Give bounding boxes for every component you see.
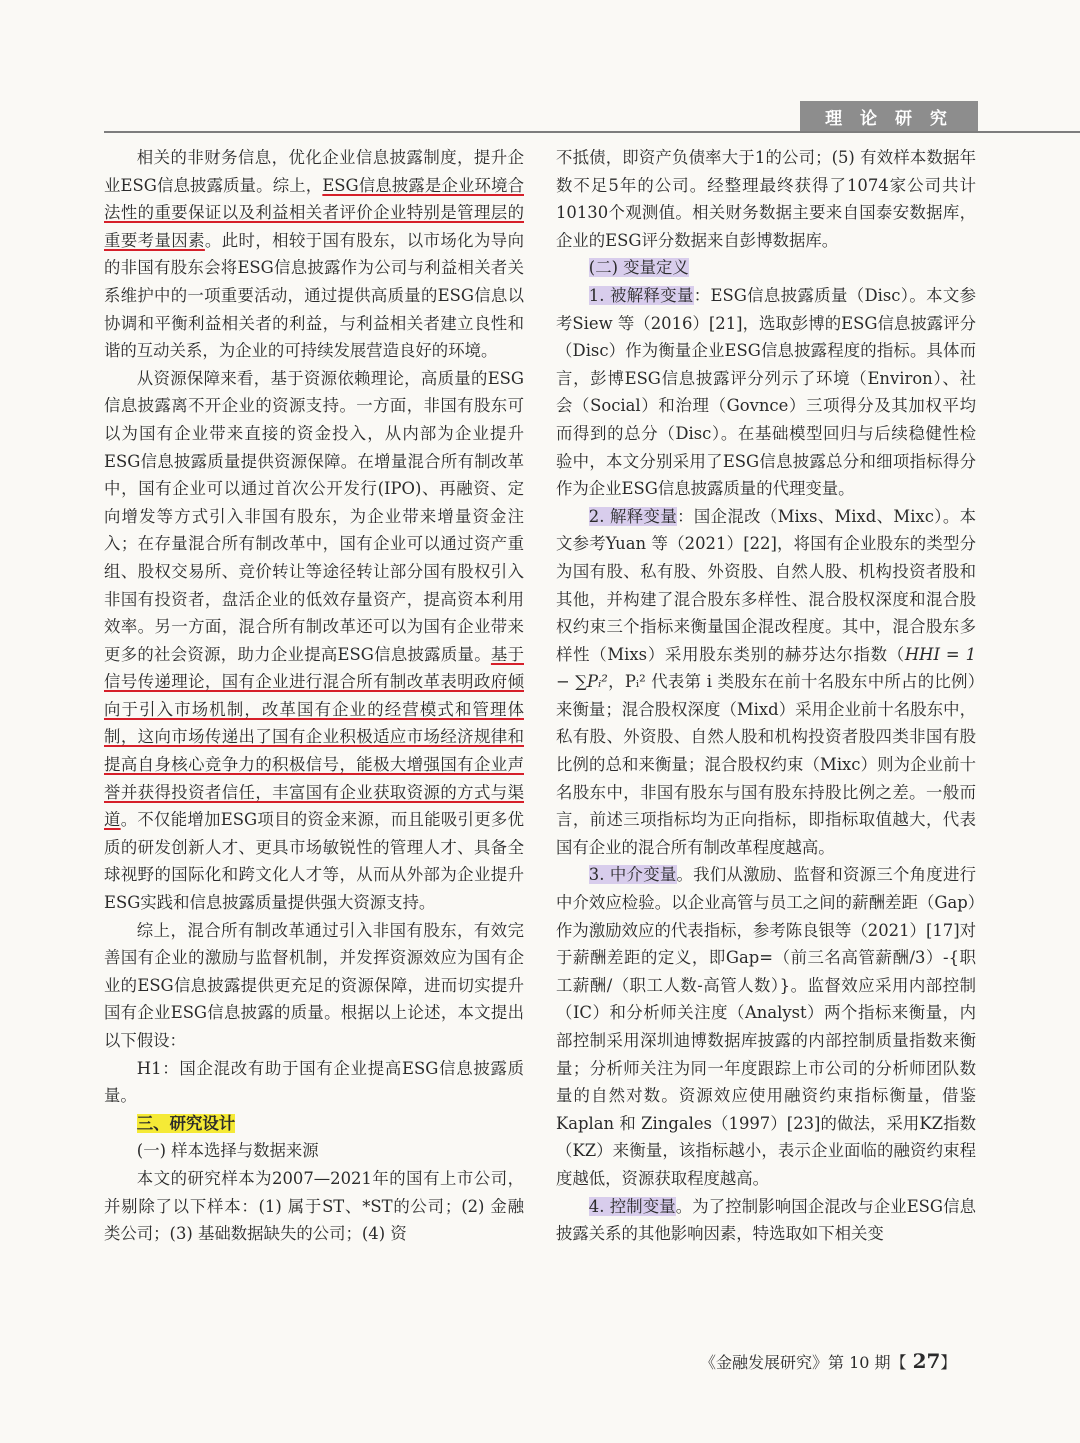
paragraph-continued: 不抵债，即资产负债率大于1的公司；(5) 有效样本数据年数不足5年的公司。经整理最终获得了1074家公司共计10130个观测值。相关财务数据主要来自国泰安数据库，企业的ESG评分数据来自彭博数据库。 — [556, 148, 976, 250]
section-heading-3 — [104, 1110, 524, 1138]
text: 。我们从激励、监督和资源三个角度进行中介效应检验。以企业高管与员工之间的薪酬差距（Gap）作为激励效应的代表指标，参考陈良银等（2021）[17]对于薪酬差距的定义，即Gap=（前三名高管薪酬/3）-{职工薪酬/（职工人数-高管人数）}。监督效应采用内部控制（IC）和分析师关注度（Analyst）两个指标来衡量，内部控制采用深圳迪博数据库披露的内部控制质量指数来衡量；分析师关注为同一年度跟踪上市公司的分析师团队数量的自然对数。资源效应使用融资约束指标衡量，借鉴Kaplan 和 Zingales（1997）[23]的做法，采用KZ指数（KZ）来衡量，该指标越小，表示企业面临的融资约束程度越低，资源获取程度越高。 — [556, 865, 976, 1188]
text: 。此时，相较于国有股东，以市场化为导向的非国有股东会将ESG信息披露作为公司与利益相关者关系维护中的一项重要活动，通过提供高质量的ESG信息以协调和平衡利益相关者的利益，与利益相关者建立良性和谐的互动关系，为企业的可持续发展营造良好的环境。 — [104, 230, 525, 361]
variable-explanatory — [556, 503, 976, 862]
underlined-text: 基于信号传递理论，国有企业进行混合所有制改革表明政府倾向于引入市场机制，改革国有企业的经营模式和管理体制，这向市场传递出了国有企业积极适应市场经济规律和提高自身核心竞争力的积极信号，能极大增强国有企业声誉并获得投资者信任，丰富国有企业获取资源的方式与渠道 — [104, 644, 524, 830]
variable-mediator — [556, 861, 976, 1192]
paragraph-3: 综上，混合所有制改革通过引入非国有股东，有效完善国有企业的激励与监督机制，并发挥资源效应为国有企业的ESG信息披露提供更充足的资源保障，进而切实提升国有企业ESG信息披露的质量。根据以上论述，本文提出以下假设： — [104, 920, 524, 1050]
right-column — [556, 144, 976, 1248]
paragraph-5: 本文的研究样本为2007—2021年的国有上市公司，并剔除了以下样本：(1) 属于ST、*ST的公司；(2) 金融类公司；(3) 基础数据缺失的公司；(4) 资 — [104, 1168, 524, 1244]
variable-label: 4. 控制变量 — [588, 1196, 676, 1216]
variable-label: 2. 解释变量 — [588, 506, 678, 526]
page-number-bracket-left: 【 — [890, 1353, 907, 1372]
text: ：国企混改（Mixs、Mixd、Mixc）。本文参考Yuan 等（2021）[22]，将国有企业股东的类型分为国有股、私有股、外资股、自然人股、机构投资者股和其他，并构建了混合股东多样性、混合股权深度和混合股权约束三个指标来衡量国企混改程度。其中，混合股东多样性（Mixs）采用股东类别的赫芬达尔指数（ — [556, 506, 976, 664]
page-number-bracket-right: 】 — [940, 1353, 957, 1372]
section-label: 理 论 研 究 — [800, 101, 978, 131]
text: 。为了控制影响国企混改与企业ESG信息披露关系的其他影响因素，特选取如下相关变 — [556, 1196, 976, 1244]
hypothesis-h1: H1：国企混改有助于国有企业提高ESG信息披露质量。 — [104, 1058, 524, 1106]
highlighted-heading: 三、研究设计 — [136, 1113, 236, 1133]
page-footer — [700, 1349, 956, 1373]
journal-name: 《金融发展研究》第 10 期 — [700, 1353, 891, 1372]
text: 。不仅能增加ESG项目的资金来源，而且能吸引更多优质的研发创新人才、更具市场敏锐性的管理人才、具备全球视野的国际化和跨文化人才等，从而从外部为企业提升ESG实践和信息披露质量提供强大资源支持。 — [104, 810, 524, 913]
text: ：ESG信息披露质量（Disc）。本文参考Siew 等（2016）[21]，选取彭博的ESG信息披露评分（Disc）作为衡量企业ESG信息披露程度的指标。具体而言，彭博ESG信息披露评分列示了环境（Environ）、社会（Social）和治理（Govnce）三项得分及其加权平均而得到的总分（Disc）。在基础模型回归与后续稳健性检验中，本文分别采用了ESG信息披露总分和细项指标得分作为企业ESG信息披露质量的代理变量。 — [556, 285, 976, 499]
text: 从资源保障来看，基于资源依赖理论，高质量的ESG信息披露离不开企业的资源支持。一方面，非国有股东可以为国有企业带来直接的资金投入，从内部为企业提升ESG信息披露质量提供资源保障。在增量混合所有制改革中，国有企业可以通过首次公开发行(IPO)、再融资、定向增发等方式引入非国有股东，为企业带来增量资金注入；在存量混合所有制改革中，国有企业可以通过资产重组、股权交易所、竞价转让等途径转让部分国有股权引入非国有投资者，盘活企业的低效存量资产，提高资本利用效率。另一方面，混合所有制改革还可以为国有企业带来更多的社会资源，助力企业提高ESG信息披露质量。 — [104, 368, 524, 664]
left-column — [104, 144, 524, 1248]
hhi-formula: HHI = 1 − ∑Pᵢ² — [556, 644, 976, 692]
variable-dependent — [556, 282, 976, 503]
paragraph-2 — [104, 365, 524, 917]
page-number: 27 — [912, 1349, 941, 1373]
highlighted-heading: (二) 变量定义 — [588, 258, 689, 278]
variable-control — [556, 1193, 976, 1248]
subsection-heading-3-2 — [556, 254, 976, 282]
underlined-text: ESG信息披露是企业环境合法性的重要保证以及利益相关者评价企业特别是管理层的重要考量因素 — [104, 175, 524, 250]
subsection-heading-3-1: (一) 样本选择与数据来源 — [136, 1141, 319, 1161]
variable-label: 3. 中介变量 — [588, 865, 677, 885]
text: 相关的非财务信息，优化企业信息披露制度，提升企业ESG信息披露质量。综上， — [104, 148, 524, 195]
text: ，Pᵢ² 代表第 i 类股东在前十名股东中所占的比例）来衡量；混合股权深度（Mixd）采用企业前十名股东中，私有股、外资股、自然人股和机构投资者股四类非国有股比例的总和来衡量；混合股权约束（Mixc）则为企业前十名股东中，非国有股东与国有股东持股比例之差。一般而言，前述三项指标均为正向指标，即指标取值越大，代表国有企业的混合所有制改革程度越高。 — [556, 672, 976, 857]
paragraph-1 — [104, 144, 524, 365]
header-divider — [104, 131, 1080, 133]
variable-label: 1. 被解释变量 — [588, 285, 694, 305]
